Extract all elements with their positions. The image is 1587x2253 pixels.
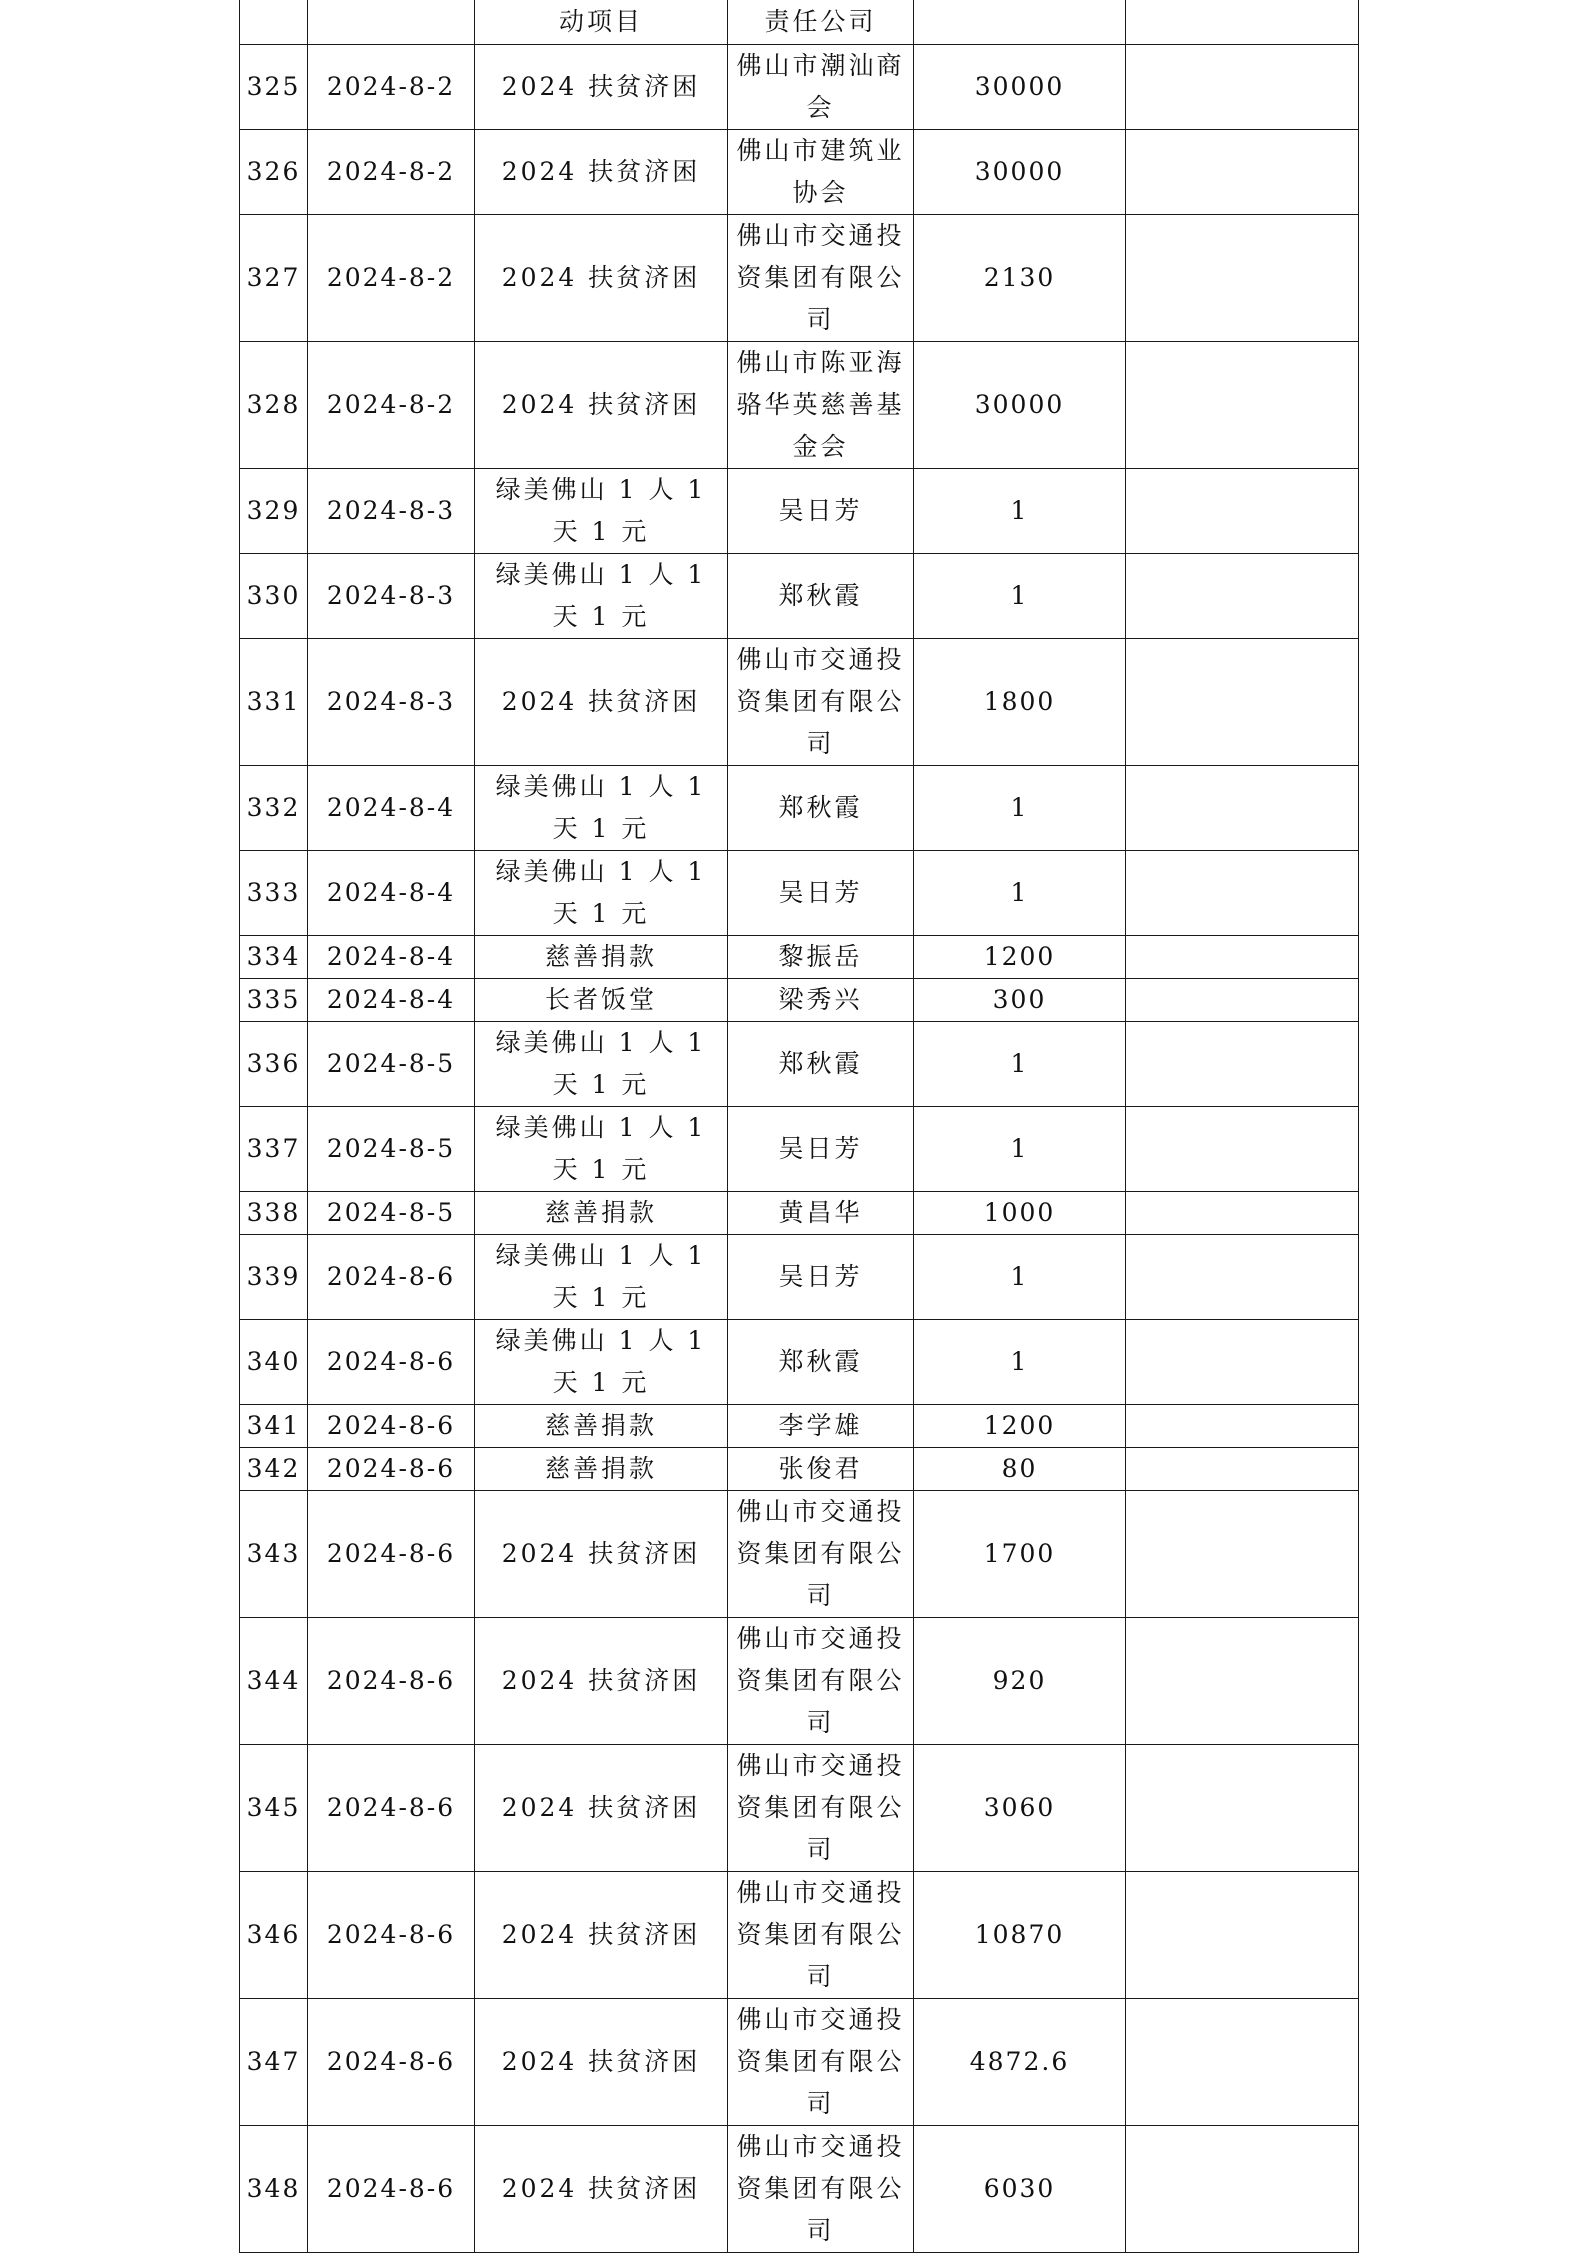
- row-date: 2024-8-2: [308, 45, 475, 130]
- row-date: 2024-8-2: [308, 342, 475, 469]
- row-donor: 佛山市交通投资集团有限公司: [728, 639, 914, 766]
- row-amount: 30000: [914, 342, 1126, 469]
- row-note: [1126, 342, 1359, 469]
- table-row: [240, 1999, 1359, 2126]
- row-number: 325: [240, 45, 308, 130]
- row-note: [1126, 469, 1359, 554]
- row-number: 329: [240, 469, 308, 554]
- table-row: [240, 1618, 1359, 1745]
- row-amount: 4872.6: [914, 1999, 1126, 2126]
- table-row: [240, 1491, 1359, 1618]
- row-note: [1126, 45, 1359, 130]
- row-number: 342: [240, 1448, 308, 1491]
- row-number: 335: [240, 979, 308, 1022]
- table-header-row: [240, 0, 1359, 45]
- table-row: [240, 1192, 1359, 1235]
- row-amount: 1200: [914, 936, 1126, 979]
- table-row: [240, 1107, 1359, 1192]
- table-row: [240, 1320, 1359, 1405]
- header-cell-note: [1126, 0, 1359, 45]
- row-number: 338: [240, 1192, 308, 1235]
- row-date: 2024-8-2: [308, 130, 475, 215]
- row-number: 343: [240, 1491, 308, 1618]
- header-cell-amount: [914, 0, 1126, 45]
- row-donor: 吴日芳: [728, 1235, 914, 1320]
- row-number: 339: [240, 1235, 308, 1320]
- table-row: [240, 1448, 1359, 1491]
- row-donor: 黎振岳: [728, 936, 914, 979]
- row-amount: 1200: [914, 1405, 1126, 1448]
- row-note: [1126, 1022, 1359, 1107]
- row-amount: 1: [914, 1107, 1126, 1192]
- header-cell-donor: 责任公司: [728, 0, 914, 45]
- row-note: [1126, 1999, 1359, 2126]
- row-project: 绿美佛山 1 人 1 天 1 元: [475, 469, 728, 554]
- row-date: 2024-8-3: [308, 639, 475, 766]
- row-donor: 佛山市交通投资集团有限公司: [728, 215, 914, 342]
- row-note: [1126, 1491, 1359, 1618]
- row-note: [1126, 1107, 1359, 1192]
- row-note: [1126, 1745, 1359, 1872]
- row-amount: 1: [914, 766, 1126, 851]
- table-row: [240, 45, 1359, 130]
- row-amount: 920: [914, 1618, 1126, 1745]
- row-donor: 李学雄: [728, 1405, 914, 1448]
- row-donor: 郑秋霞: [728, 1022, 914, 1107]
- row-amount: 1700: [914, 1491, 1126, 1618]
- row-number: 337: [240, 1107, 308, 1192]
- row-date: 2024-8-6: [308, 1872, 475, 1999]
- row-note: [1126, 1618, 1359, 1745]
- table-row: [240, 936, 1359, 979]
- row-number: 347: [240, 1999, 308, 2126]
- row-date: 2024-8-6: [308, 1235, 475, 1320]
- row-number: 345: [240, 1745, 308, 1872]
- row-project: 2024 扶贫济困: [475, 1491, 728, 1618]
- row-donor: 佛山市交通投资集团有限公司: [728, 1618, 914, 1745]
- row-project: 绿美佛山 1 人 1 天 1 元: [475, 1235, 728, 1320]
- row-note: [1126, 1320, 1359, 1405]
- row-donor: 吴日芳: [728, 469, 914, 554]
- row-date: 2024-8-3: [308, 554, 475, 639]
- row-date: 2024-8-6: [308, 1320, 475, 1405]
- row-project: 慈善捐款: [475, 1448, 728, 1491]
- row-note: [1126, 554, 1359, 639]
- row-note: [1126, 639, 1359, 766]
- row-donor: 佛山市陈亚海骆华英慈善基金会: [728, 342, 914, 469]
- row-note: [1126, 851, 1359, 936]
- row-project: 2024 扶贫济困: [475, 2126, 728, 2253]
- row-amount: 30000: [914, 45, 1126, 130]
- header-cell-project: 动项目: [475, 0, 728, 45]
- table-row: [240, 851, 1359, 936]
- row-project: 慈善捐款: [475, 936, 728, 979]
- row-amount: 80: [914, 1448, 1126, 1491]
- row-note: [1126, 2126, 1359, 2253]
- row-note: [1126, 1405, 1359, 1448]
- row-project: 绿美佛山 1 人 1 天 1 元: [475, 1022, 728, 1107]
- row-amount: 10870: [914, 1872, 1126, 1999]
- row-project: 2024 扶贫济困: [475, 130, 728, 215]
- row-amount: 3060: [914, 1745, 1126, 1872]
- row-date: 2024-8-3: [308, 469, 475, 554]
- row-donor: 佛山市交通投资集团有限公司: [728, 2126, 914, 2253]
- row-project: 2024 扶贫济困: [475, 639, 728, 766]
- row-project: 慈善捐款: [475, 1192, 728, 1235]
- row-date: 2024-8-4: [308, 851, 475, 936]
- row-date: 2024-8-6: [308, 1618, 475, 1745]
- table-row: [240, 130, 1359, 215]
- row-donor: 郑秋霞: [728, 554, 914, 639]
- row-project: 慈善捐款: [475, 1405, 728, 1448]
- row-note: [1126, 130, 1359, 215]
- row-donor: 吴日芳: [728, 851, 914, 936]
- table-row: [240, 1235, 1359, 1320]
- row-number: 331: [240, 639, 308, 766]
- row-donor: 佛山市潮汕商会: [728, 45, 914, 130]
- row-amount: 30000: [914, 130, 1126, 215]
- row-number: 341: [240, 1405, 308, 1448]
- row-amount: 6030: [914, 2126, 1126, 2253]
- row-project: 绿美佛山 1 人 1 天 1 元: [475, 554, 728, 639]
- row-note: [1126, 1192, 1359, 1235]
- table-row: [240, 1745, 1359, 1872]
- row-donor: 郑秋霞: [728, 1320, 914, 1405]
- row-project: 绿美佛山 1 人 1 天 1 元: [475, 1320, 728, 1405]
- row-note: [1126, 979, 1359, 1022]
- row-amount: 1000: [914, 1192, 1126, 1235]
- row-amount: 1: [914, 1022, 1126, 1107]
- table-row: [240, 1872, 1359, 1999]
- row-note: [1126, 936, 1359, 979]
- row-project: 2024 扶贫济困: [475, 342, 728, 469]
- row-donor: 梁秀兴: [728, 979, 914, 1022]
- row-number: 326: [240, 130, 308, 215]
- row-project: 长者饭堂: [475, 979, 728, 1022]
- row-number: 344: [240, 1618, 308, 1745]
- row-date: 2024-8-6: [308, 2126, 475, 2253]
- row-project: 2024 扶贫济困: [475, 1872, 728, 1999]
- row-note: [1126, 766, 1359, 851]
- row-amount: 1800: [914, 639, 1126, 766]
- row-note: [1126, 215, 1359, 342]
- row-amount: 1: [914, 1235, 1126, 1320]
- row-project: 2024 扶贫济困: [475, 1999, 728, 2126]
- row-project: 绿美佛山 1 人 1 天 1 元: [475, 1107, 728, 1192]
- row-donor: 佛山市交通投资集团有限公司: [728, 1745, 914, 1872]
- row-amount: 1: [914, 554, 1126, 639]
- row-donor: 张俊君: [728, 1448, 914, 1491]
- row-date: 2024-8-6: [308, 1491, 475, 1618]
- row-note: [1126, 1448, 1359, 1491]
- header-cell-date: [308, 0, 475, 45]
- row-date: 2024-8-6: [308, 1405, 475, 1448]
- row-note: [1126, 1872, 1359, 1999]
- row-project: 2024 扶贫济困: [475, 1745, 728, 1872]
- table-row: [240, 469, 1359, 554]
- row-number: 332: [240, 766, 308, 851]
- row-donor: 郑秋霞: [728, 766, 914, 851]
- row-donor: 佛山市交通投资集团有限公司: [728, 1491, 914, 1618]
- row-note: [1126, 1235, 1359, 1320]
- row-date: 2024-8-4: [308, 766, 475, 851]
- row-number: 348: [240, 2126, 308, 2253]
- row-date: 2024-8-4: [308, 936, 475, 979]
- row-project: 绿美佛山 1 人 1 天 1 元: [475, 766, 728, 851]
- table-row: [240, 979, 1359, 1022]
- table-row: [240, 1405, 1359, 1448]
- table-row: [240, 1022, 1359, 1107]
- row-date: 2024-8-4: [308, 979, 475, 1022]
- header-cell-no: [240, 0, 308, 45]
- table-row: [240, 342, 1359, 469]
- row-date: 2024-8-6: [308, 1745, 475, 1872]
- table-row: [240, 215, 1359, 342]
- row-project: 2024 扶贫济困: [475, 45, 728, 130]
- row-number: 328: [240, 342, 308, 469]
- row-number: 327: [240, 215, 308, 342]
- row-donor: 佛山市交通投资集团有限公司: [728, 1999, 914, 2126]
- table-body: [240, 0, 1359, 2253]
- row-project: 绿美佛山 1 人 1 天 1 元: [475, 851, 728, 936]
- row-number: 346: [240, 1872, 308, 1999]
- row-project: 2024 扶贫济困: [475, 215, 728, 342]
- row-date: 2024-8-2: [308, 215, 475, 342]
- row-amount: 1: [914, 469, 1126, 554]
- row-number: 333: [240, 851, 308, 936]
- row-amount: 1: [914, 851, 1126, 936]
- row-number: 334: [240, 936, 308, 979]
- row-donor: 黄昌华: [728, 1192, 914, 1235]
- row-project: 2024 扶贫济困: [475, 1618, 728, 1745]
- row-number: 330: [240, 554, 308, 639]
- donation-table: [239, 0, 1359, 2253]
- row-amount: 2130: [914, 215, 1126, 342]
- row-donor: 吴日芳: [728, 1107, 914, 1192]
- row-amount: 300: [914, 979, 1126, 1022]
- row-date: 2024-8-5: [308, 1192, 475, 1235]
- row-date: 2024-8-6: [308, 1999, 475, 2126]
- table-row: [240, 2126, 1359, 2253]
- table-row: [240, 639, 1359, 766]
- row-number: 340: [240, 1320, 308, 1405]
- row-number: 336: [240, 1022, 308, 1107]
- row-donor: 佛山市建筑业协会: [728, 130, 914, 215]
- table-row: [240, 554, 1359, 639]
- row-date: 2024-8-5: [308, 1107, 475, 1192]
- table-row: [240, 766, 1359, 851]
- row-donor: 佛山市交通投资集团有限公司: [728, 1872, 914, 1999]
- row-amount: 1: [914, 1320, 1126, 1405]
- row-date: 2024-8-6: [308, 1448, 475, 1491]
- donation-ledger-page: [239, 0, 1358, 2253]
- row-date: 2024-8-5: [308, 1022, 475, 1107]
